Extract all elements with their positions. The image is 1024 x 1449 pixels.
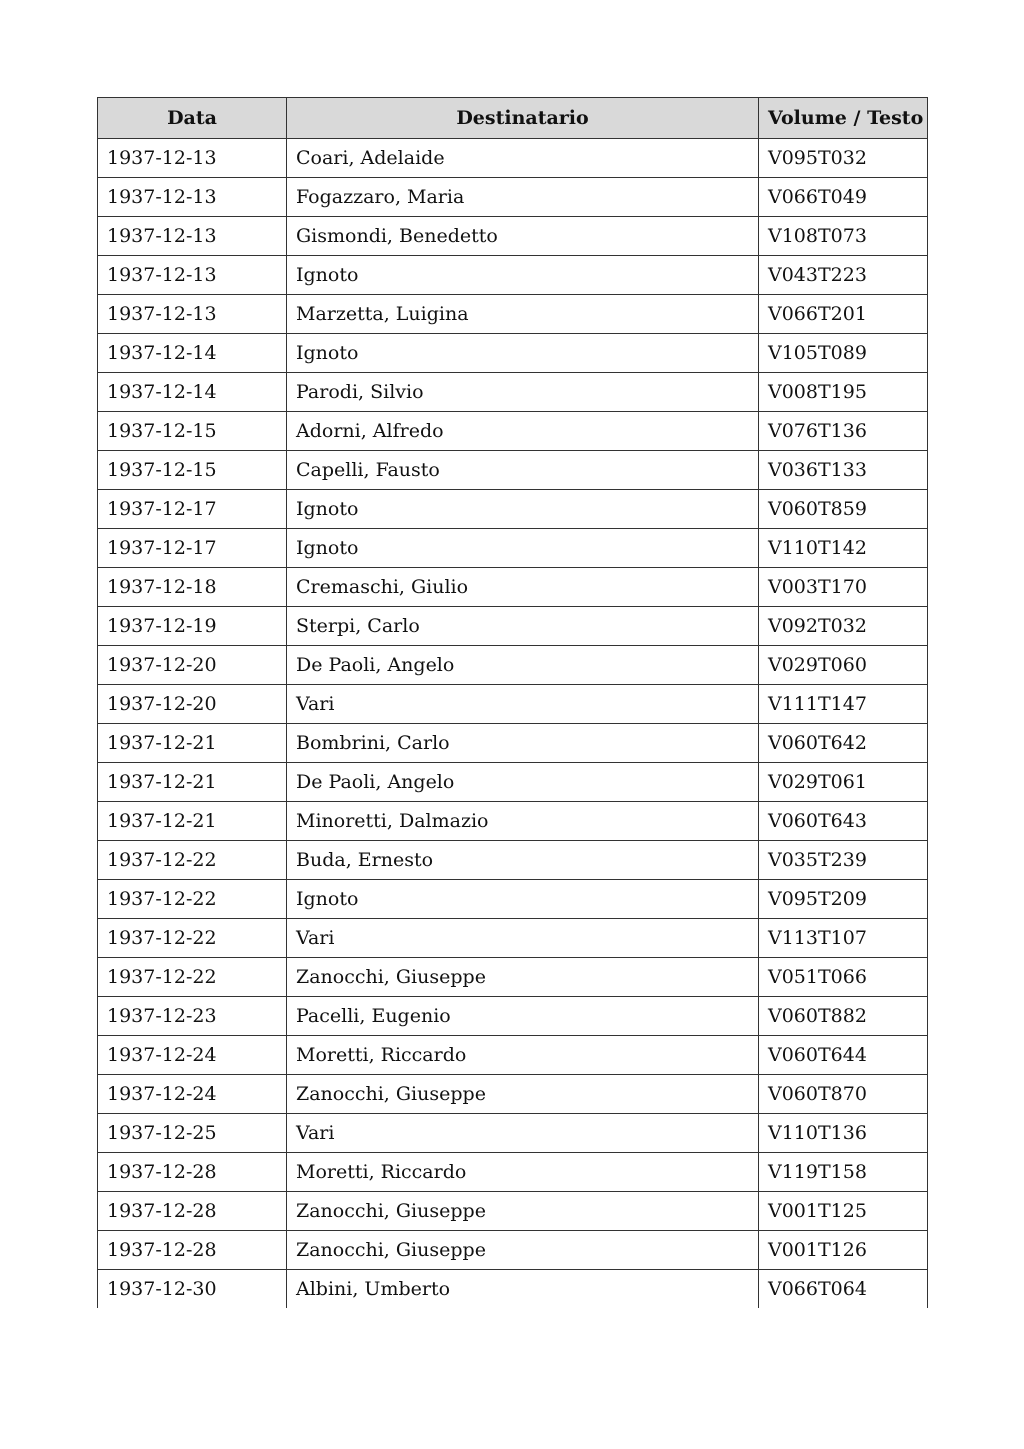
table-row bbox=[98, 1114, 928, 1153]
cell-date: 1937-12-15 bbox=[98, 412, 287, 451]
cell-volume: V108T073 bbox=[759, 217, 928, 256]
cell-date: 1937-12-21 bbox=[98, 724, 287, 763]
header-volume: Volume / Testo bbox=[759, 98, 928, 139]
table-row bbox=[98, 568, 928, 607]
table-row bbox=[98, 217, 928, 256]
cell-volume: V060T644 bbox=[759, 1036, 928, 1075]
cell-recipient: Zanocchi, Giuseppe bbox=[287, 1075, 759, 1114]
table-row bbox=[98, 1075, 928, 1114]
table-row bbox=[98, 490, 928, 529]
cell-date: 1937-12-25 bbox=[98, 1114, 287, 1153]
cell-date: 1937-12-13 bbox=[98, 217, 287, 256]
cell-recipient: Zanocchi, Giuseppe bbox=[287, 1231, 759, 1270]
cell-date: 1937-12-24 bbox=[98, 1036, 287, 1075]
cell-recipient: Ignoto bbox=[287, 334, 759, 373]
cell-recipient: Marzetta, Luigina bbox=[287, 295, 759, 334]
table-row bbox=[98, 919, 928, 958]
cell-recipient: Zanocchi, Giuseppe bbox=[287, 958, 759, 997]
table-row bbox=[98, 139, 928, 178]
cell-volume: V003T170 bbox=[759, 568, 928, 607]
cell-volume: V110T136 bbox=[759, 1114, 928, 1153]
cell-volume: V035T239 bbox=[759, 841, 928, 880]
cell-volume: V111T147 bbox=[759, 685, 928, 724]
cell-recipient: Vari bbox=[287, 685, 759, 724]
cell-recipient: Ignoto bbox=[287, 490, 759, 529]
cell-recipient: Coari, Adelaide bbox=[287, 139, 759, 178]
cell-volume: V043T223 bbox=[759, 256, 928, 295]
cell-recipient: Bombrini, Carlo bbox=[287, 724, 759, 763]
cell-date: 1937-12-28 bbox=[98, 1153, 287, 1192]
table-row bbox=[98, 256, 928, 295]
cell-date: 1937-12-22 bbox=[98, 841, 287, 880]
table-row bbox=[98, 373, 928, 412]
cell-volume: V076T136 bbox=[759, 412, 928, 451]
cell-volume: V001T126 bbox=[759, 1231, 928, 1270]
cell-volume: V036T133 bbox=[759, 451, 928, 490]
cell-volume: V051T066 bbox=[759, 958, 928, 997]
cell-date: 1937-12-22 bbox=[98, 880, 287, 919]
table-row bbox=[98, 1270, 928, 1309]
table-row bbox=[98, 334, 928, 373]
cell-date: 1937-12-13 bbox=[98, 178, 287, 217]
cell-recipient: Fogazzaro, Maria bbox=[287, 178, 759, 217]
cell-date: 1937-12-28 bbox=[98, 1192, 287, 1231]
cell-recipient: Minoretti, Dalmazio bbox=[287, 802, 759, 841]
cell-date: 1937-12-24 bbox=[98, 1075, 287, 1114]
table-row bbox=[98, 1192, 928, 1231]
cell-volume: V060T859 bbox=[759, 490, 928, 529]
cell-date: 1937-12-19 bbox=[98, 607, 287, 646]
cell-recipient: De Paoli, Angelo bbox=[287, 763, 759, 802]
cell-recipient: Sterpi, Carlo bbox=[287, 607, 759, 646]
cell-recipient: Ignoto bbox=[287, 256, 759, 295]
cell-date: 1937-12-20 bbox=[98, 685, 287, 724]
cell-date: 1937-12-14 bbox=[98, 373, 287, 412]
cell-volume: V066T064 bbox=[759, 1270, 928, 1309]
cell-volume: V008T195 bbox=[759, 373, 928, 412]
cell-volume: V060T643 bbox=[759, 802, 928, 841]
cell-recipient: Moretti, Riccardo bbox=[287, 1036, 759, 1075]
cell-volume: V060T870 bbox=[759, 1075, 928, 1114]
table-row bbox=[98, 178, 928, 217]
cell-volume: V029T060 bbox=[759, 646, 928, 685]
cell-volume: V066T201 bbox=[759, 295, 928, 334]
cell-date: 1937-12-21 bbox=[98, 802, 287, 841]
table-row bbox=[98, 1036, 928, 1075]
table-row bbox=[98, 841, 928, 880]
table-row bbox=[98, 295, 928, 334]
cell-date: 1937-12-22 bbox=[98, 958, 287, 997]
cell-volume: V105T089 bbox=[759, 334, 928, 373]
cell-volume: V001T125 bbox=[759, 1192, 928, 1231]
cell-volume: V095T032 bbox=[759, 139, 928, 178]
cell-date: 1937-12-22 bbox=[98, 919, 287, 958]
table-body bbox=[98, 139, 928, 1309]
cell-volume: V119T158 bbox=[759, 1153, 928, 1192]
header-date: Data bbox=[98, 98, 287, 139]
cell-recipient: Vari bbox=[287, 1114, 759, 1153]
table-row bbox=[98, 685, 928, 724]
cell-recipient: Pacelli, Eugenio bbox=[287, 997, 759, 1036]
cell-date: 1937-12-15 bbox=[98, 451, 287, 490]
table-row bbox=[98, 958, 928, 997]
cell-recipient: De Paoli, Angelo bbox=[287, 646, 759, 685]
cell-date: 1937-12-21 bbox=[98, 763, 287, 802]
cell-volume: V095T209 bbox=[759, 880, 928, 919]
table-row bbox=[98, 412, 928, 451]
cell-recipient: Albini, Umberto bbox=[287, 1270, 759, 1309]
cell-recipient: Cremaschi, Giulio bbox=[287, 568, 759, 607]
cell-date: 1937-12-23 bbox=[98, 997, 287, 1036]
cell-recipient: Ignoto bbox=[287, 529, 759, 568]
cell-date: 1937-12-13 bbox=[98, 139, 287, 178]
table-row bbox=[98, 997, 928, 1036]
cell-recipient: Parodi, Silvio bbox=[287, 373, 759, 412]
cell-recipient: Vari bbox=[287, 919, 759, 958]
cell-date: 1937-12-18 bbox=[98, 568, 287, 607]
table-row bbox=[98, 529, 928, 568]
cell-date: 1937-12-17 bbox=[98, 490, 287, 529]
table-row bbox=[98, 607, 928, 646]
cell-volume: V113T107 bbox=[759, 919, 928, 958]
table-row bbox=[98, 880, 928, 919]
cell-recipient: Zanocchi, Giuseppe bbox=[287, 1192, 759, 1231]
table-row bbox=[98, 763, 928, 802]
cell-date: 1937-12-28 bbox=[98, 1231, 287, 1270]
table-row bbox=[98, 724, 928, 763]
cell-volume: V110T142 bbox=[759, 529, 928, 568]
cell-volume: V029T061 bbox=[759, 763, 928, 802]
cell-recipient: Buda, Ernesto bbox=[287, 841, 759, 880]
table-row bbox=[98, 802, 928, 841]
cell-date: 1937-12-17 bbox=[98, 529, 287, 568]
header-recipient: Destinatario bbox=[287, 98, 759, 139]
cell-volume: V060T642 bbox=[759, 724, 928, 763]
cell-date: 1937-12-14 bbox=[98, 334, 287, 373]
table-row bbox=[98, 1153, 928, 1192]
cell-recipient: Adorni, Alfredo bbox=[287, 412, 759, 451]
table-header bbox=[98, 98, 928, 139]
cell-date: 1937-12-13 bbox=[98, 295, 287, 334]
table-row bbox=[98, 646, 928, 685]
cell-recipient: Gismondi, Benedetto bbox=[287, 217, 759, 256]
cell-date: 1937-12-20 bbox=[98, 646, 287, 685]
letters-table bbox=[97, 97, 928, 1308]
cell-volume: V060T882 bbox=[759, 997, 928, 1036]
cell-volume: V092T032 bbox=[759, 607, 928, 646]
cell-date: 1937-12-13 bbox=[98, 256, 287, 295]
table-row bbox=[98, 451, 928, 490]
cell-recipient: Moretti, Riccardo bbox=[287, 1153, 759, 1192]
header-row bbox=[98, 98, 928, 139]
table-row bbox=[98, 1231, 928, 1270]
cell-recipient: Ignoto bbox=[287, 880, 759, 919]
cell-volume: V066T049 bbox=[759, 178, 928, 217]
cell-recipient: Capelli, Fausto bbox=[287, 451, 759, 490]
cell-date: 1937-12-30 bbox=[98, 1270, 287, 1309]
